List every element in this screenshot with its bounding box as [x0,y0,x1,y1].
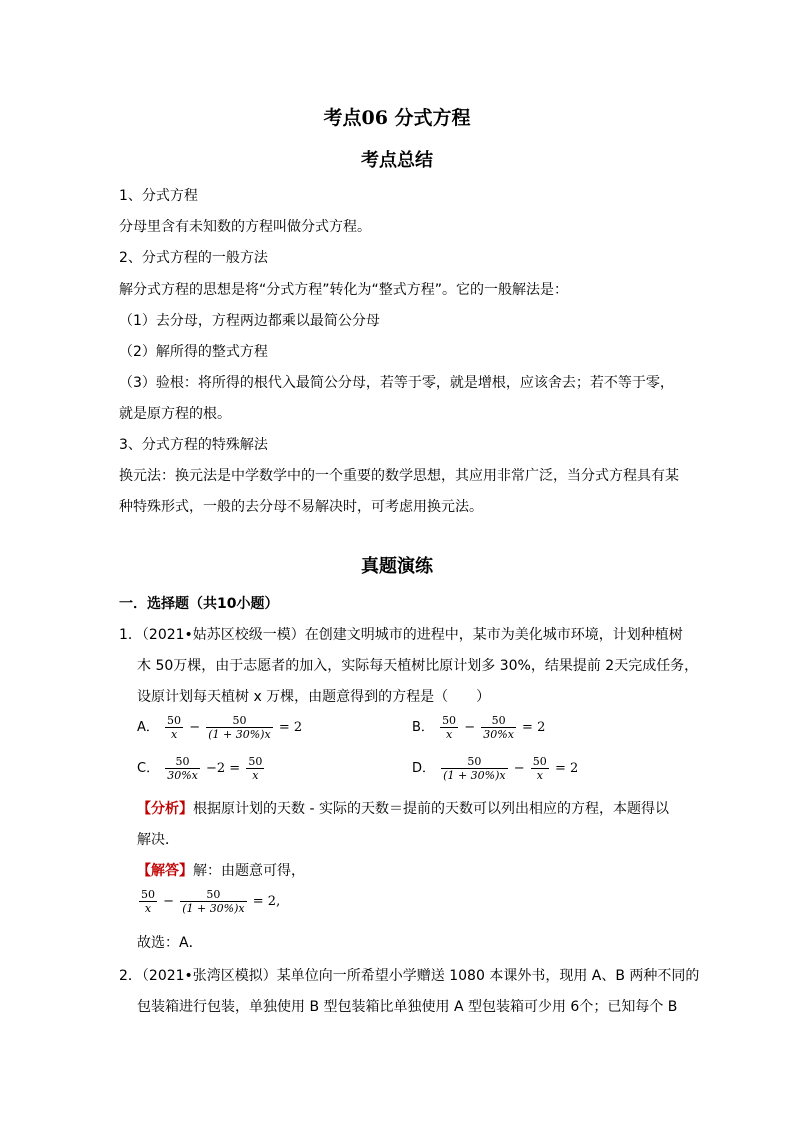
fraction-50-over-x: $\frac{50}{x}$ [141,888,155,915]
analysis-tag: 【分析】 [137,801,193,817]
summary-step-1: （1）去分母，方程两边都乘以最简公分母 [119,313,380,329]
summary-step-3b: 就是原方程的根。 [119,406,231,422]
section-title-summary: 考点总结 [361,150,433,171]
fraction-50-over-x: $\frac{50}{x}$ [532,755,547,782]
fraction-50-over-x: $\frac{50}{x}$ [248,755,263,782]
option-b-label: B． [412,720,434,735]
fraction-50-over-30x: $\frac{50}{30\%x}$ [167,755,198,782]
question-1-line-2: 木 50万棵，由于志愿者的加入，实际每天植树比原计划多 30%，结果提前 2天完成任务， [137,658,699,674]
summary-heading-2: 2、分式方程的一般方法 [119,250,268,266]
summary-paragraph-3b: 种特殊形式，一般的去分母不易解决时，可考虑用换元法。 [119,499,483,515]
answer-choice: 故选：A． [137,935,203,951]
option-a[interactable]: A． $\frac{50}{x}$ − $\frac{50}{(1 + 30\%)x}$ = 2 [137,714,303,741]
option-d-label: D． [412,761,436,776]
analysis-line-2: 解决． [137,832,179,848]
fraction-50-over-130x: $\frac{50}{(1 + 30\%)x}$ [182,888,245,915]
fraction-50-over-130x: $\frac{50}{(1 + 30\%)x}$ [443,755,506,782]
analysis-line-1 [137,799,669,819]
fraction-50-over-x: $\frac{50}{x}$ [167,714,182,741]
answer-text: 解：由题意可得， [193,863,305,879]
option-c[interactable]: C． $\frac{50}{30\%x}$ −2 = $\frac{50}{x}$ [137,755,263,782]
option-c-label: C． [137,761,160,776]
fraction-50-over-30x: $\frac{50}{30\%x}$ [483,714,514,741]
question-1-line-3: 设原计划每天植树 x 万棵，由题意得到的方程是（ ） [137,689,491,705]
answer-equation: $\frac{50}{x}$ − $\frac{50}{(1 + 30\%)x}$ = 2, [141,888,281,915]
analysis-text: 根据原计划的天数 - 实际的天数＝提前的天数可以列出相应的方程，本题得以 [193,801,669,817]
fraction-50-over-130x: $\frac{50}{(1 + 30\%)x}$ [208,714,271,741]
question-1-line-1: 1．（2021•姑苏区校级一模）在创建文明城市的进程中，某市为美化城市环境，计划种植树 [119,627,683,643]
summary-heading-1: 1、分式方程 [119,188,198,204]
summary-heading-3: 3、分式方程的特殊解法 [119,437,268,453]
question-2-line-2: 包装箱进行包装，单独使用 B 型包装箱比单独使用 A 型包装箱可少用 6个；已知每个 B [137,999,678,1015]
summary-paragraph-2: 解分式方程的思想是将“分式方程”转化为“整式方程”。它的一般解法是： [119,282,569,298]
question-2-line-1: 2．（2021•张湾区模拟）某单位向一所希望小学赠送 1080 本课外书，现用 A、B 两种不同的 [119,968,700,984]
section-title-practice: 真题演练 [361,556,433,577]
summary-step-2: （2）解所得的整式方程 [119,344,268,360]
option-a-label: A． [137,720,159,735]
fraction-50-over-x: $\frac{50}{x}$ [442,714,457,741]
summary-paragraph-1: 分母里含有未知数的方程叫做分式方程。 [119,219,371,235]
part-title: 一．选择题（共10小题） [119,596,279,612]
answer-tag: 【解答】 [137,863,193,879]
summary-paragraph-3a: 换元法：换元法是中学数学中的一个重要的数学思想，其应用非常广泛，当分式方程具有某 [119,468,679,484]
summary-step-3a: （3）验根：将所得的根代入最简公分母，若等于零，就是增根，应该舍去；若不等于零， [119,375,674,391]
page-title: 考点06 分式方程 [323,107,471,129]
option-b[interactable]: B． $\frac{50}{x}$ − $\frac{50}{30\%x}$ = 2 [412,714,546,741]
option-d[interactable]: D． $\frac{50}{(1 + 30\%)x}$ − $\frac{50}{x}$ = 2 [412,755,579,782]
answer-line-1 [137,861,305,881]
